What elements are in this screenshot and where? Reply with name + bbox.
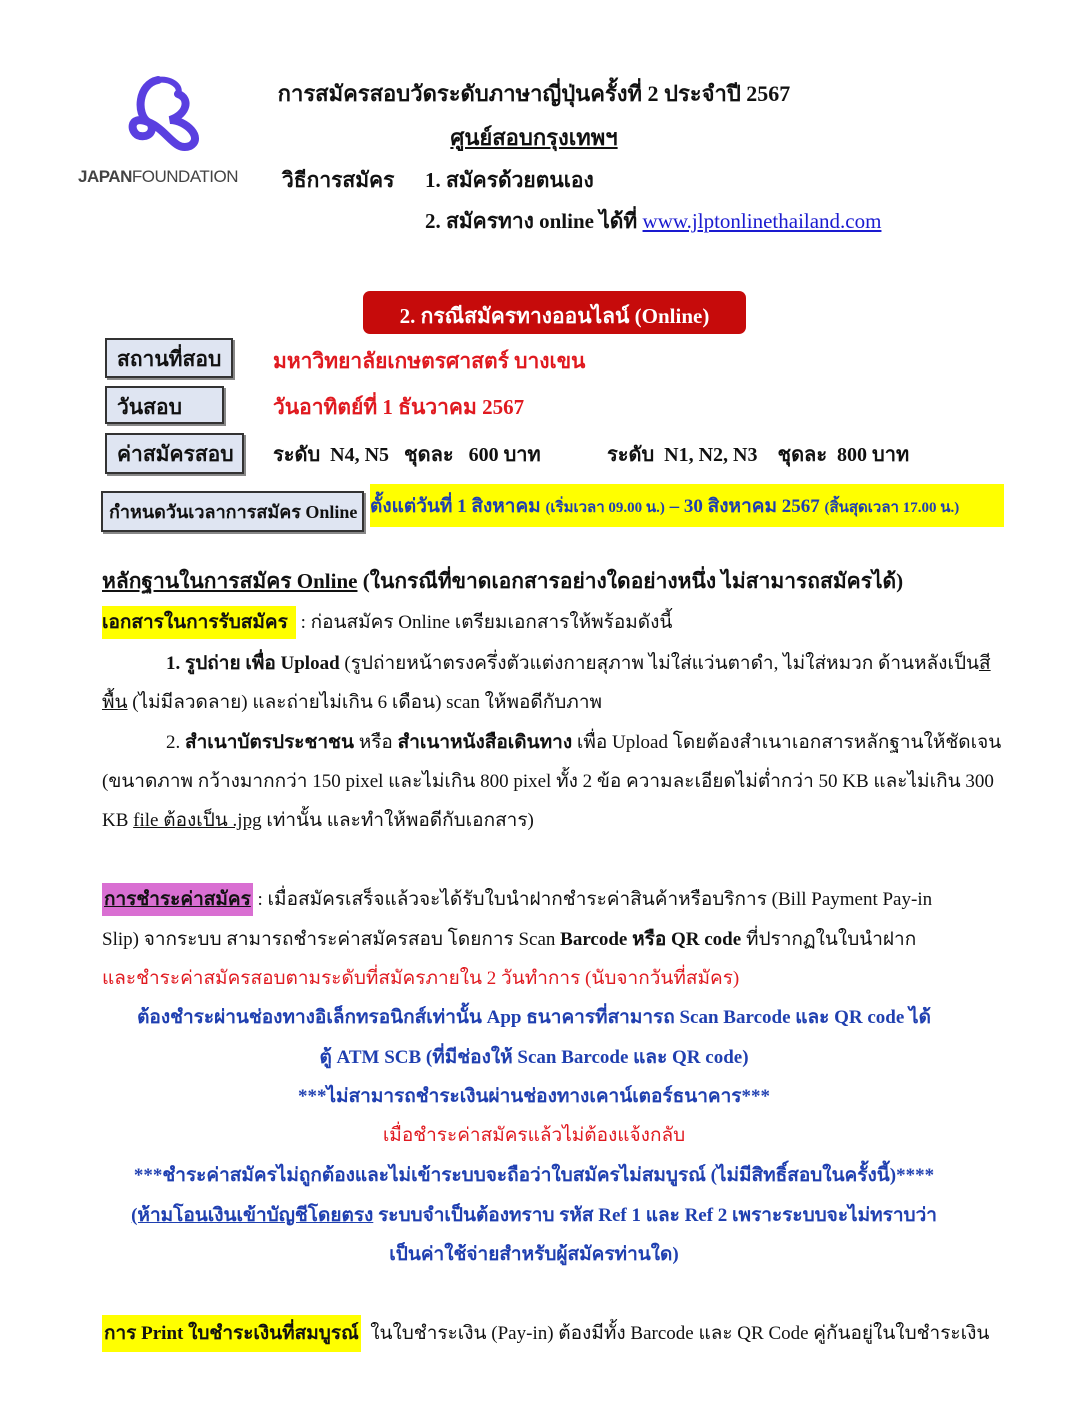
doc-item-1-underline: สี: [979, 653, 991, 674]
doc-item-2-line3: [102, 807, 534, 835]
doc-item-2-line2: (ขนาดภาพ กว้างมากกว่า 150 pixel และไม่เกิน 800 pixel ทั้ง 2 ข้อ ความละเอียดไม่ต่ำกว่า 50 KB และไม่เกิน 300: [102, 771, 994, 792]
doc-item-2-passport: สำเนาหนังสือเดินทาง: [397, 732, 573, 753]
payment-no-counter: ***ไม่สามารถชำระเงินผ่านช่องทางเคาน์เตอร์ธนาคาร***: [298, 1086, 770, 1107]
doc-item-2-id: สำเนาบัตรประชาชน: [185, 732, 354, 753]
logo-text-bold: JAPAN: [78, 167, 132, 186]
payment-line-1-text: : เมื่อสมัครเสร็จแล้วจะได้รับใบนำฝากชำระค่าสินค้าหรือบริการ (Bill Payment Pay-in: [252, 889, 933, 910]
logo-text-light: FOUNDATION: [131, 167, 238, 186]
period-start-time: (เริ่มเวลา 09.00 น.): [545, 500, 665, 516]
method-2-text: 2. สมัครทาง online ได้ที่: [425, 209, 638, 233]
period-start: ตั้งแต่วันที่ 1 สิงหาคม: [370, 496, 546, 517]
docs-label-line: [102, 609, 672, 637]
print-label: การ Print ใบชำระเงินที่สมบูรณ์: [102, 1315, 361, 1352]
date-value: วันอาทิตย์ที่ 1 ธันวาคม 2567: [273, 395, 525, 419]
doc-item-2-text: เพื่อ Upload โดยต้องสำเนาเอกสารหลักฐานให้ชัดเจน: [572, 732, 1002, 753]
docs-label-note: : ก่อนสมัคร Online เตรียมเอกสารให้พร้อมดังนี้: [295, 612, 673, 633]
online-banner: 2. กรณีสมัครทางออนไลน์ (Online): [363, 291, 746, 334]
fee-label: ค่าสมัครสอบ: [105, 433, 244, 474]
payment-no-transfer-line2: เป็นค่าใช้จ่ายสำหรับผู้สมัครท่านใด): [389, 1244, 679, 1265]
doc-item-1-line2-text: (ไม่มีลวดลาย) และถ่ายไม่เกิน 6 เดือน) scan ให้พอดีกับภาพ: [127, 692, 603, 713]
doc-item-1: [166, 650, 991, 678]
print-line: [102, 1320, 989, 1348]
doc-item-2-line3-underline: file ต้องเป็น .jpg: [133, 810, 262, 831]
method-1: 1. สมัครด้วยตนเอง: [425, 168, 594, 192]
docs-label: เอกสารในการรับสมัคร: [102, 606, 296, 639]
period-label: กำหนดวันเวลาการสมัคร Online: [101, 491, 364, 532]
doc-item-1-text: (รูปถ่ายหน้าตรงครึ่งตัวแต่งกายสุภาพ ไม่ใส่แว่นตาดำ, ไม่ใส่หมวก ด้านหลังเป็น: [339, 653, 980, 674]
print-text: ในใบชำระเงิน (Pay-in) ต้องมีทั้ง Barcode และ QR Code คู่กันอยู่ในใบชำระเงิน: [360, 1323, 990, 1344]
venue-value: มหาวิทยาลัยเกษตรศาสตร์ บางเขน: [273, 349, 586, 373]
exam-center: ศูนย์สอบกรุงเทพฯ: [450, 125, 618, 150]
fee-n1-n3: ระดับ N1, N2, N3 ชุดละ 800 บาท: [607, 444, 910, 466]
payment-label: การชำระค่าสมัคร: [102, 883, 253, 916]
doc-item-1-title: 1. รูปถ่าย เพื่อ Upload: [166, 653, 340, 674]
method-2: [425, 207, 881, 235]
docs-heading-note: (ในกรณีที่ขาดเอกสารอย่างใดอย่างหนึ่ง ไม่สามารถสมัครได้): [357, 569, 904, 593]
doc-item-2-or: หรือ: [353, 732, 398, 753]
registration-period: [370, 484, 1004, 527]
payment-atm: ตู้ ATM SCB (ที่มีช่องให้ Scan Barcode และ QR code): [319, 1047, 749, 1068]
doc-item-1-line2: [102, 689, 602, 717]
payment-no-transfer-underline: (ห้ามโอนเงินเข้าบัญชีโดยตรง: [131, 1205, 374, 1226]
period-end: – 30 สิงหาคม 2567: [664, 496, 825, 517]
payment-line-2-c: ที่ปรากฏในใบนำฝาก: [741, 929, 917, 950]
fee-n4-n5: ระดับ N4, N5 ชุดละ 600 บาท: [273, 444, 541, 466]
venue-label: สถานที่สอบ: [105, 338, 233, 378]
method-label: วิธีการสมัคร: [282, 168, 395, 192]
doc-item-2-num: 2.: [166, 732, 185, 753]
payment-line-2: [102, 926, 916, 954]
doc-item-2-line3-a: KB: [102, 810, 134, 831]
docs-heading: [102, 567, 903, 595]
payment-line-2-a: Slip) จากระบบ สามารถชำระค่าสมัครสอบ โดยการ Scan: [102, 929, 561, 950]
payment-no-notify: เมื่อชำระค่าสมัครแล้วไม่ต้องแจ้งกลับ: [382, 1125, 686, 1146]
payment-warning: ***ชำระค่าสมัครไม่ถูกต้องและไม่เข้าระบบจะถือว่าใบสมัครไม่สมบูรณ์ (ไม่มีสิทธิ์สอบในครั้งนี้)****: [133, 1165, 935, 1186]
payment-channels: ต้องชำระผ่านช่องทางอิเล็กทรอนิกส์เท่านั้น App ธนาคารที่สามารถ Scan Barcode และ QR code ได้: [137, 1007, 931, 1028]
doc-item-1-line2-underline: พื้น: [102, 692, 128, 713]
payment-no-transfer-text: ระบบจำเป็นต้องทราบ รหัส Ref 1 และ Ref 2 เพราะระบบจะไม่ทราบว่า: [373, 1205, 937, 1226]
registration-link[interactable]: www.jlptonlinethailand.com: [642, 209, 882, 233]
period-end-time: (สิ้นสุดเวลา 17.00 น.): [824, 500, 960, 516]
payment-deadline: และชำระค่าสมัครสอบตามระดับที่สมัครภายใน 2 วันทำการ (นับจากวันที่สมัคร): [102, 968, 740, 989]
docs-heading-title: หลักฐานในการสมัคร Online: [102, 569, 358, 593]
payment-line-1: [102, 886, 932, 914]
doc-item-2: [166, 729, 1001, 757]
payment-line-2-bold: Barcode หรือ QR code: [560, 929, 742, 950]
date-label: วันสอบ: [105, 386, 224, 424]
doc-item-2-line3-b: เท่านั้น และทำให้พอดีกับเอกสาร): [261, 810, 534, 831]
payment-no-transfer: [0, 1202, 1068, 1230]
page-title: การสมัครสอบวัดระดับภาษาญี่ปุ่นครั้งที่ 2 ประจำปี 2567: [277, 81, 791, 106]
